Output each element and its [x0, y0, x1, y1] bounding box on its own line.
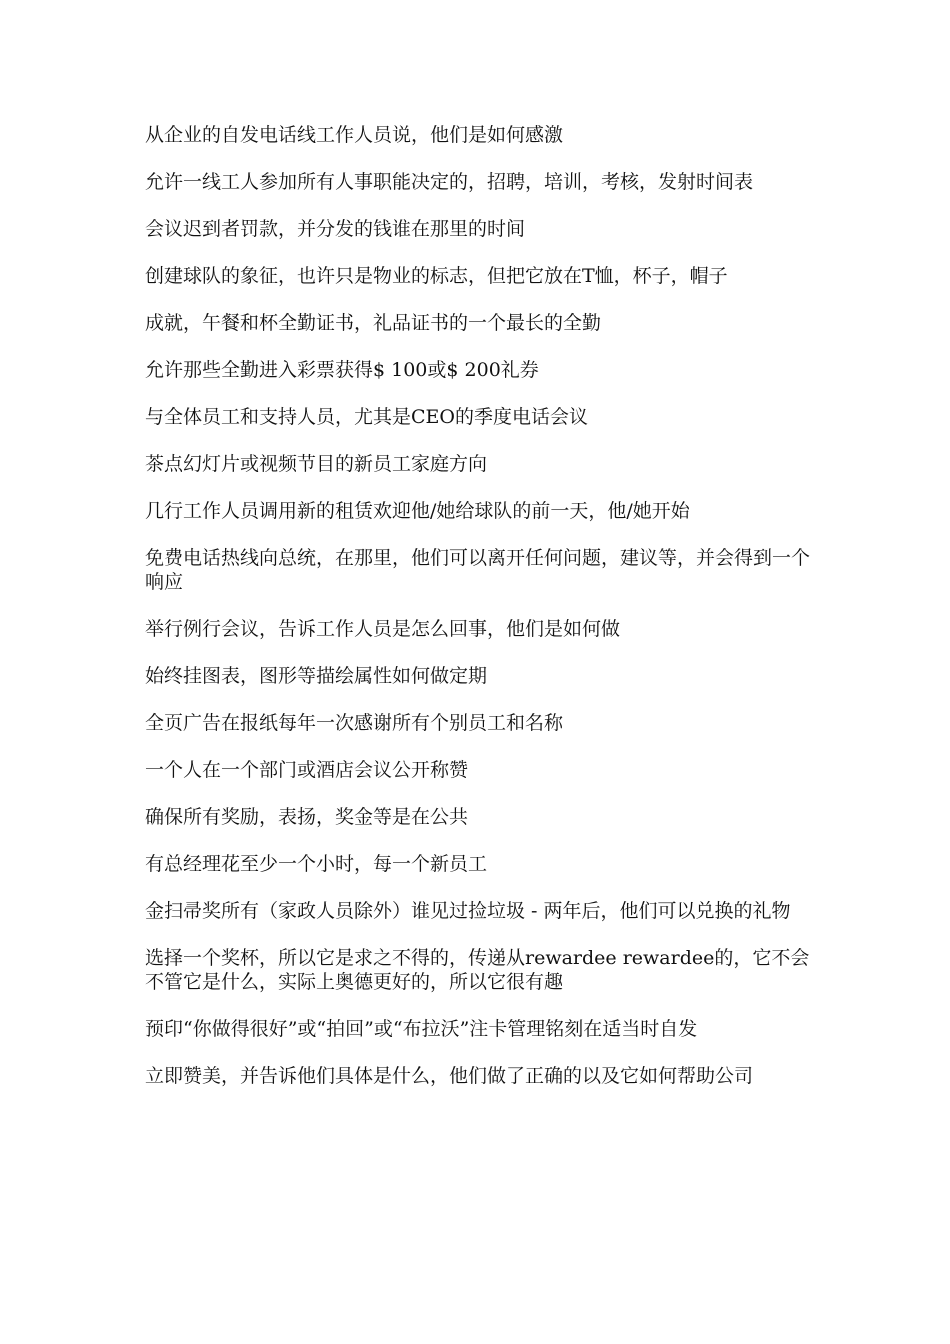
paragraph: 从企业的自发电话线工作人员说，他们是如何感激 [145, 124, 564, 146]
paragraph: 创建球队的象征，也许只是物业的标志，但把它放在T恤，杯子，帽子 [145, 265, 728, 287]
paragraph: 允许一线工人参加所有人事职能决定的，招聘，培训，考核，发射时间表 [145, 171, 754, 193]
paragraph: 始终挂图表，图形等描绘属性如何做定期 [145, 665, 488, 687]
paragraph: 有总经理花至少一个小时，每一个新员工 [145, 853, 488, 875]
paragraph: 免费电话热线向总统，在那里，他们可以离开任何问题，建议等，并会得到一个响应 [145, 547, 811, 593]
paragraph: 选择一个奖杯，所以它是求之不得的，传递从rewardee rewardee的，它不会不管它是什么，实际上奥德更好的，所以它很有趣 [145, 947, 810, 993]
paragraph: 确保所有奖励，表扬，奖金等是在公共 [145, 806, 469, 828]
paragraph: 允许那些全勤进入彩票获得$ 100或$ 200礼券 [145, 359, 539, 381]
paragraph: 全页广告在报纸每年一次感谢所有个别员工和名称 [145, 712, 564, 734]
paragraph: 会议迟到者罚款，并分发的钱谁在那里的时间 [145, 218, 526, 240]
paragraph: 立即赞美，并告诉他们具体是什么，他们做了正确的以及它如何帮助公司 [145, 1065, 754, 1087]
paragraph: 几行工作人员调用新的租赁欢迎他/她给球队的前一天，他/她开始 [145, 500, 690, 522]
document-body [145, 123, 813, 1111]
paragraph: 茶点幻灯片或视频节目的新员工家庭方向 [145, 453, 488, 475]
paragraph: 成就，午餐和杯全勤证书，礼品证书的一个最长的全勤 [145, 312, 602, 334]
paragraph: 预印“你做得很好”或“拍回”或“布拉沃”注卡管理铭刻在适当时自发 [145, 1018, 698, 1040]
paragraph: 金扫帚奖所有（家政人员除外）谁见过捡垃圾 - 两年后，他们可以兑换的礼物 [145, 900, 791, 922]
paragraph: 一个人在一个部门或酒店会议公开称赞 [145, 759, 469, 781]
paragraph: 举行例行会议，告诉工作人员是怎么回事，他们是如何做 [145, 618, 621, 640]
paragraph: 与全体员工和支持人员，尤其是CEO的季度电话会议 [145, 406, 588, 428]
